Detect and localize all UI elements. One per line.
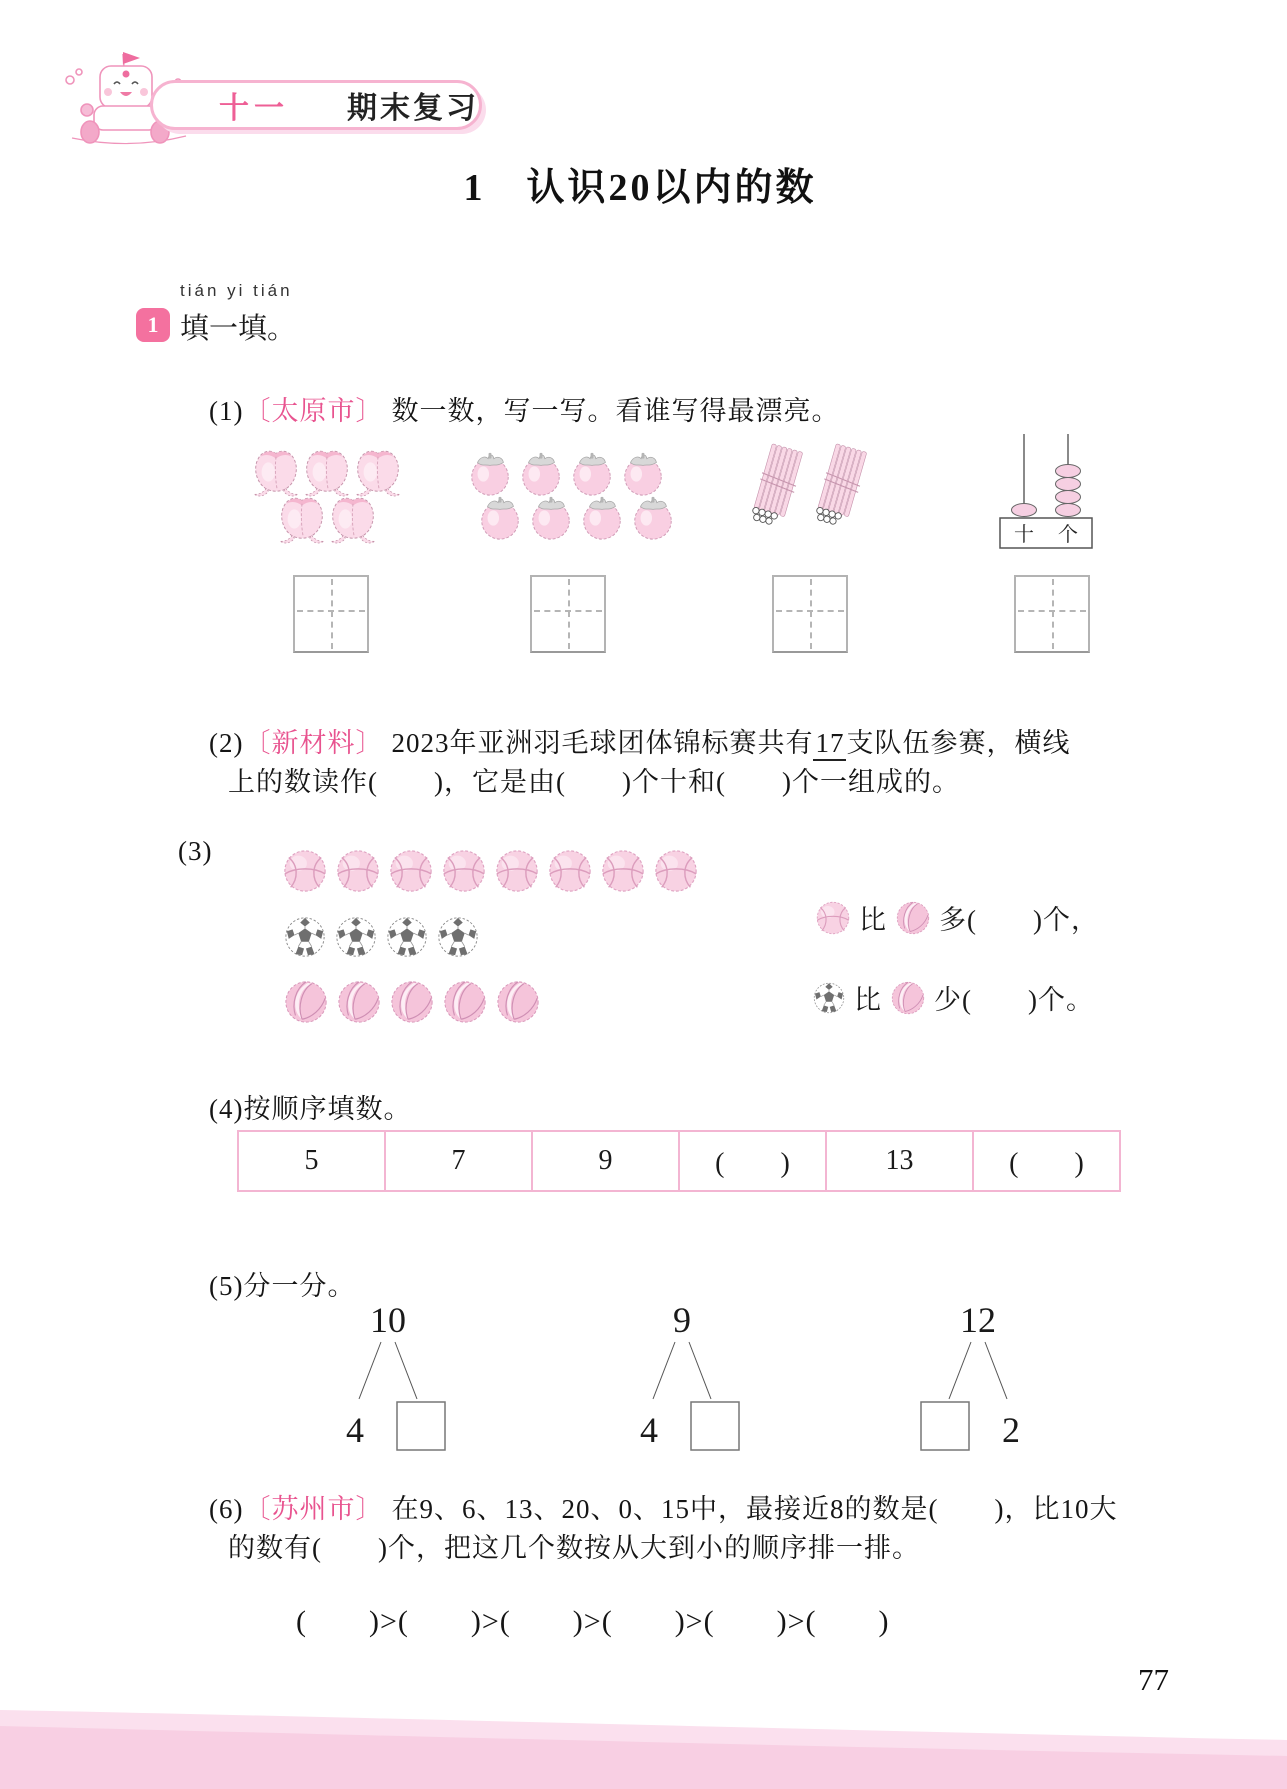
persimmon-icon xyxy=(578,494,626,542)
writing-grid-4 xyxy=(1014,575,1090,653)
svg-text:4: 4 xyxy=(640,1410,658,1450)
table-cell: 5 xyxy=(304,1145,319,1176)
volleyball-icon xyxy=(895,900,931,936)
q2-underlined-number: 17 xyxy=(813,728,846,761)
persimmon-row xyxy=(476,494,677,542)
basketball-icon xyxy=(653,848,699,894)
peach-row xyxy=(252,446,402,499)
page-number: 77 xyxy=(1138,1662,1169,1697)
volleyball-icon xyxy=(336,979,382,1025)
peach-icon xyxy=(354,446,402,499)
writing-grid-1 xyxy=(293,575,369,653)
number-bond-3 xyxy=(868,1292,1088,1454)
persimmon-icon xyxy=(476,494,524,542)
comparison-line-1 xyxy=(815,898,1099,937)
table-cell: 13 xyxy=(825,1132,972,1190)
q2-label: (2) xyxy=(209,728,244,758)
q2-text-part2: 支队伍参赛，横线 xyxy=(846,728,1071,758)
basketball-icon xyxy=(335,848,381,894)
unit-number-label: 十一 xyxy=(219,92,289,125)
svg-text:12: 12 xyxy=(960,1300,996,1340)
exercise-number-badge: 1 xyxy=(136,308,170,342)
compare-word: 比 xyxy=(854,985,882,1015)
q4-text: 按顺序填数。 xyxy=(243,1094,412,1124)
question-6-line-2: 的数有( )个，把这几个数按从大到小的顺序排一排。 xyxy=(228,1533,920,1563)
peach-group xyxy=(252,446,402,546)
basketball-icon xyxy=(388,848,434,894)
exercise-title: 填一填。 xyxy=(180,313,297,345)
writing-grid-3 xyxy=(772,575,848,653)
exercise-pinyin: tián yi tián xyxy=(180,281,293,300)
basketball-icon xyxy=(600,848,646,894)
svg-text:9: 9 xyxy=(673,1300,691,1340)
peach-row xyxy=(278,493,402,546)
q2-source-tag: 〔新材料〕 xyxy=(243,728,384,758)
volleyball-icon xyxy=(389,979,435,1025)
peach-icon xyxy=(303,446,351,499)
unit-title-label: 期末复习 xyxy=(347,92,479,125)
number-bond-2 xyxy=(572,1292,792,1454)
soccer-icon xyxy=(436,915,480,959)
persimmon-icon xyxy=(517,450,565,498)
volleyball-icon xyxy=(283,979,329,1025)
compare-suffix: 多( )个， xyxy=(939,905,1099,935)
q6-source-tag: 〔苏州市〕 xyxy=(243,1494,384,1524)
svg-text:个: 个 xyxy=(1058,524,1078,546)
unit-badge xyxy=(150,80,482,130)
sticks-icon xyxy=(812,440,870,533)
number-bond-1 xyxy=(278,1292,498,1454)
question-3-label: (3) xyxy=(178,836,213,866)
abacus-illustration xyxy=(998,434,1094,557)
basketball-icon xyxy=(547,848,593,894)
persimmon-icon xyxy=(629,494,677,542)
soccer-icon xyxy=(283,915,327,959)
sequence-table xyxy=(237,1130,1121,1192)
basketball-icon xyxy=(494,848,540,894)
peach-icon xyxy=(278,493,326,546)
writing-grid-2 xyxy=(530,575,606,653)
q4-label: (4) xyxy=(209,1094,244,1124)
volleyball-row xyxy=(283,979,541,1025)
soccer-row xyxy=(283,915,480,959)
persimmon-group xyxy=(466,450,677,542)
svg-text:10: 10 xyxy=(370,1300,406,1340)
comparison-line-2 xyxy=(812,978,1094,1017)
persimmon-icon xyxy=(568,450,616,498)
table-cell-blank: ( ) xyxy=(972,1132,1119,1190)
table-cell: 7 xyxy=(384,1132,531,1190)
volleyball-icon xyxy=(890,980,926,1016)
svg-text:十: 十 xyxy=(1014,524,1034,546)
footer-decoration xyxy=(0,1700,1287,1789)
table-cell-blank: ( ) xyxy=(678,1132,825,1190)
volleyball-icon xyxy=(495,979,541,1025)
question-2-line-2: 上的数读作( )，它是由( )个十和( )个一组成的。 xyxy=(228,767,960,797)
soccer-icon xyxy=(385,915,429,959)
q1-source-tag: 〔太原市〕 xyxy=(243,396,384,426)
basketball-icon xyxy=(815,900,851,936)
volleyball-icon xyxy=(442,979,488,1025)
peach-icon xyxy=(329,493,377,546)
q6-text: 在9、6、13、20、0、15中，最接近8的数是( )，比10大 xyxy=(391,1494,1118,1524)
sticks-icon xyxy=(748,440,806,533)
q5-text: 分一分。 xyxy=(243,1271,356,1301)
svg-text:4: 4 xyxy=(346,1410,364,1450)
peach-icon xyxy=(252,446,300,499)
persimmon-icon xyxy=(619,450,667,498)
question-1 xyxy=(178,358,839,459)
persimmon-icon xyxy=(527,494,575,542)
q2-text-part1: 2023年亚洲羽毛球团体锦标赛共有 xyxy=(391,728,814,758)
persimmon-row xyxy=(466,450,677,498)
stick-bundles-group xyxy=(748,440,870,533)
compare-word: 比 xyxy=(859,905,887,935)
soccer-icon xyxy=(812,981,846,1015)
persimmon-icon xyxy=(466,450,514,498)
lesson-title: 1 认识20以内的数 xyxy=(463,167,817,209)
soccer-icon xyxy=(334,915,378,959)
svg-text:2: 2 xyxy=(1002,1410,1020,1450)
table-cell: 9 xyxy=(531,1132,678,1190)
q1-label: (1) xyxy=(209,396,244,426)
q5-label: (5) xyxy=(209,1271,244,1301)
compare-suffix: 少( )个。 xyxy=(934,985,1094,1015)
basketball-icon xyxy=(282,848,328,894)
q1-text: 数一数，写一写。看谁写得最漂亮。 xyxy=(391,396,840,426)
q6-label: (6) xyxy=(209,1494,244,1524)
basketball-row xyxy=(282,848,699,894)
question-6-ordering-blanks: ( )>( )>( )>( )>( )>( ) xyxy=(296,1605,890,1638)
basketball-icon xyxy=(441,848,487,894)
